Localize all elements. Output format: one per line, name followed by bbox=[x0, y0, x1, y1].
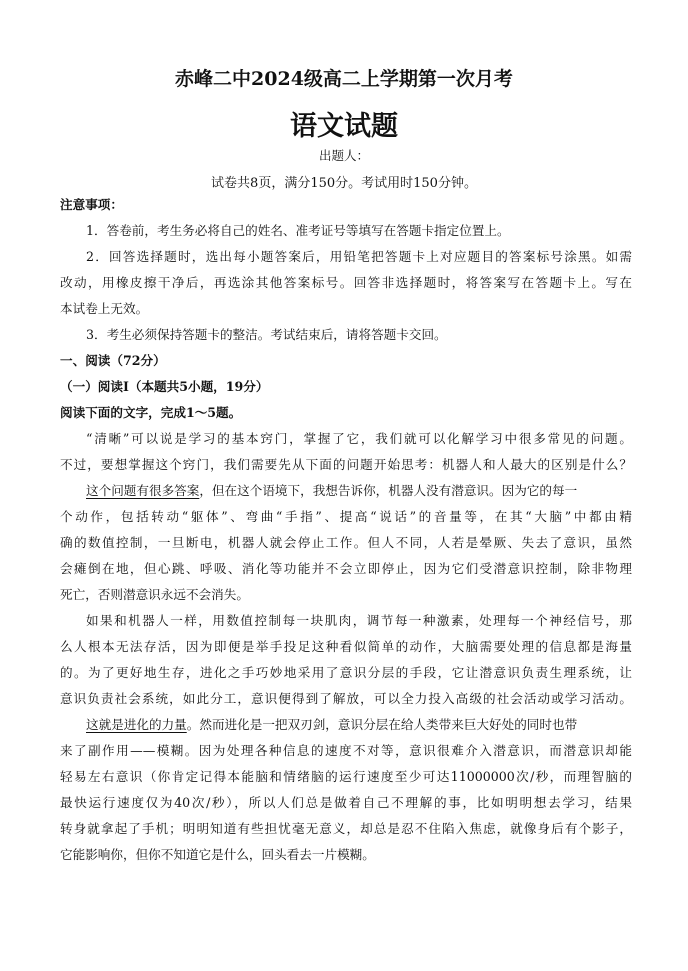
passage-p3-line-4: 意识负责社会系统，如此分工，意识便得到了解放，可以全力投入高级的社会活动或学习活动。 bbox=[60, 691, 632, 706]
passage-p1-line-1: “清晰”可以说是学习的基本窍门，掌握了它，我们就可以化解学习中很多常见的问题。 bbox=[86, 431, 632, 446]
subject-title: 语文试题 bbox=[290, 111, 398, 142]
notes-item-2-line-3: 本试卷上无效。 bbox=[60, 301, 149, 316]
passage-p2-line-4: 会瘫倒在地，但心跳、呼吸、消化等功能并不会立即停止，因为它们受潜意识控制，除非物理 bbox=[60, 561, 632, 576]
passage-p2-line-2: 个动作，包括转动“躯体”、弯曲“手指”、提高“说话”的音量等，在其“大脑”中都由精 bbox=[60, 509, 632, 524]
passage-p2-line-3: 确的数值控制，一旦断电，机器人就会停止工作。但人不同，人若是晕厥、失去了意识，虽然 bbox=[60, 535, 632, 550]
notes-block bbox=[60, 192, 632, 426]
passage-p3-line-2: 么人根本无法存活，因为即便是举手投足这种看似简单的动作，大脑需要处理的信息都是海量 bbox=[60, 639, 632, 654]
passage bbox=[60, 426, 632, 868]
passage-p4-line-5: 转身就拿起了手机；明明知道有些担忧毫无意义，却总是忍不住陷入焦虑，就像身后有个影子， bbox=[60, 821, 632, 836]
sub-section-heading: （一）阅读Ⅰ（本题共5小题，19分） bbox=[60, 379, 269, 394]
passage-p4-line-1 bbox=[60, 712, 632, 738]
notes-item-2-line-1: 2．回答选择题时，选出每小题答案后，用铅笔把答题卡上对应题目的答案标号涂黑。如需 bbox=[86, 249, 632, 264]
school-title: 赤峰二中2024级高二上学期第一次月考 bbox=[175, 68, 513, 90]
passage-p2-line-1 bbox=[60, 478, 632, 504]
passage-p3-line-3: 的。为了更好地生存，进化之手巧妙地采用了意识分层的手段，它让潜意识负责生理系统，让 bbox=[60, 665, 632, 680]
passage-p2-line-1-rest: ，但在这个语境下，我想告诉你，机器人没有潜意识。因为它的每一 bbox=[199, 483, 578, 498]
section-heading: 一、阅读（72分） bbox=[60, 353, 166, 368]
passage-p2-line-5: 死亡，否则潜意识永远不会消失。 bbox=[60, 587, 249, 602]
passage-p4-line-4: 最快运行速度仅为40次/秒），所以人们总是做着自己不理解的事，比如明明想去学习，结果 bbox=[60, 795, 632, 810]
notes-item-1: 1．答卷前，考生务必将自己的姓名、准考证号等填写在答题卡指定位置上。 bbox=[86, 223, 510, 238]
passage-p4-line-1-rest: 。然而进化是一把双刃剑，意识分层在给人类带来巨大好处的同时也带 bbox=[186, 717, 578, 732]
exam-info: 试卷共8页，满分150分。考试用时150分钟。 bbox=[211, 176, 477, 191]
notes-item-2-line-2: 改动，用橡皮擦干净后，再选涂其他答案标号。回答非选择题时，将答案写在答题卡上。写在 bbox=[60, 275, 632, 290]
notes-item-3: 3．考生必须保持答题卡的整洁。考试结束后，请将答题卡交回。 bbox=[86, 327, 447, 342]
passage-p4-line-3: 轻易左右意识（你肯定记得本能脑和情绪脑的运行速度至少可达11000000次/秒，而理智脑的 bbox=[60, 769, 632, 784]
notes-heading: 注意事项： bbox=[60, 197, 123, 212]
passage-p1-line-2: 不过，要想掌握这个窍门，我们需要先从下面的问题开始思考：机器人和人最大的区别是什么？ bbox=[60, 457, 632, 472]
passage-p4-line-6: 它能影响你，但你不知道它是什么，回头看去一片模糊。 bbox=[60, 847, 375, 862]
passage-p3-line-1: 如果和机器人一样，用数值控制每一块肌肉，调节每一种激素，处理每一个神经信号，那 bbox=[86, 613, 632, 628]
passage-p4-line-2: 来了副作用——模糊。因为处理各种信息的速度不对等，意识很难介入潜意识，而潜意识却能 bbox=[60, 743, 632, 758]
underlined-phrase-1: 这个问题有很多答案 bbox=[86, 483, 200, 498]
underlined-phrase-2: 这就是进化的力量 bbox=[86, 717, 187, 732]
author-line: 出题人： bbox=[318, 148, 369, 163]
reading-instruction: 阅读下面的文字，完成1～5题。 bbox=[60, 405, 242, 420]
